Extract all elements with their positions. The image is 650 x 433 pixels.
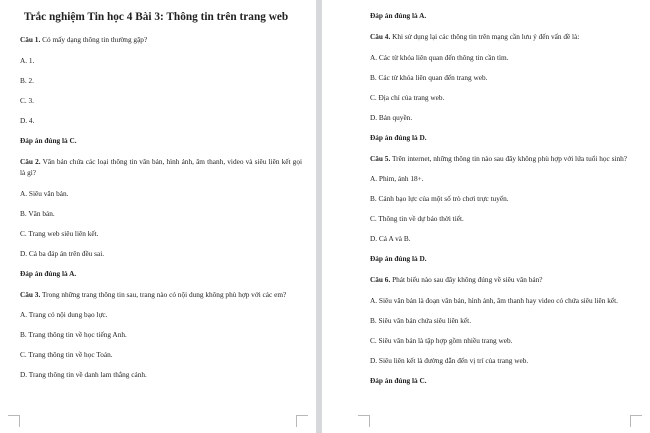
answer-option: A. Các từ khóa liên quan đến thông tin cần tìm. — [370, 52, 509, 62]
answer-key: Đáp án đúng là C. — [20, 135, 77, 145]
answer-option: A. Siêu văn bản. — [20, 188, 69, 198]
document-title: Trắc nghiệm Tin học 4 Bài 3: Thông tin trên trang web — [23, 11, 289, 23]
answer-option: C. 3. — [20, 95, 34, 105]
answer-option: C. Siêu văn bản là tập hợp gồm nhiều trang web. — [370, 335, 513, 345]
right-page-body — [370, 11, 638, 385]
question-text — [20, 156, 302, 179]
question-number: Câu 6. — [370, 275, 391, 284]
answer-option: D. Trang thông tin về danh lam thắng cảnh. — [20, 370, 147, 379]
question-body: Có mấy dạng thông tin thường gặp? — [40, 35, 148, 44]
answer-option: C. Thông tin về dự báo thời tiết. — [370, 214, 464, 223]
answer-option: B. Siêu văn bản chứa siêu liên kết. — [370, 315, 472, 325]
crop-mark — [296, 415, 308, 427]
answer-option: C. Trang thông tin về học Toán. — [20, 350, 113, 359]
question-number: Câu 3. — [20, 289, 41, 299]
question-number: Câu 5. — [370, 153, 391, 163]
document-page-right — [322, 0, 650, 433]
answer-key: Đáp án đúng là C. — [370, 375, 427, 385]
question-body: Trong những trang thông tin sau, trang nào có nội dung không phù hợp với các em? — [40, 289, 287, 299]
crop-mark — [358, 415, 370, 427]
answer-option: B. 2. — [20, 75, 34, 85]
question-number: Câu 2. — [20, 156, 41, 166]
answer-option: A. Siêu văn bản là đoạn văn bản, hình ảnh, âm thanh hay video có chứa siêu liên kết. — [370, 295, 618, 305]
answer-option: C. Trang web siêu liên kết. — [20, 228, 99, 238]
question-text — [370, 31, 638, 43]
question-number: Câu 4. — [370, 32, 391, 41]
answer-key: Đáp án đúng là A. — [20, 268, 77, 278]
question-text — [370, 153, 638, 165]
answer-option: D. Siêu liên kết là đường dẫn đến vị trí của trang web. — [370, 355, 529, 365]
question-body: Văn bản chứa các loại thông tin văn bản, hình ảnh, âm thanh, video và siêu liên kết gọi là gì? — [20, 156, 302, 177]
answer-option: B. Các từ khóa liên quan đến trang web. — [370, 72, 488, 82]
answer-option: C. Địa chỉ của trang web. — [370, 92, 445, 102]
question-body: Phát biểu nào sau đây không đúng về siêu văn bản? — [390, 275, 543, 284]
answer-option: A. Trang có nội dung bạo lực. — [20, 310, 108, 319]
answer-option: D. Cả A và B. — [370, 234, 411, 243]
answer-option: A. 1. — [20, 55, 35, 65]
answer-key: Đáp án đúng là D. — [370, 132, 427, 142]
answer-option: B. Cảnh bạo lực của một số trò chơi trực tuyến. — [370, 194, 509, 203]
answer-option: D. 4. — [20, 115, 35, 125]
question-text — [20, 289, 302, 301]
question-number: Câu 1. — [20, 35, 41, 44]
crop-mark — [8, 415, 20, 427]
answer-option: B. Văn bản. — [20, 208, 55, 218]
question-text — [370, 274, 638, 286]
left-page-body — [20, 34, 302, 379]
answer-option: D. Bản quyền. — [370, 112, 413, 122]
answer-key: Đáp án đúng là D. — [370, 254, 427, 263]
answer-option: A. Phim, ảnh 18+. — [370, 174, 424, 183]
document-page-left — [0, 0, 316, 433]
question-text — [20, 34, 302, 46]
answer-option: D. Cả ba đáp án trên đều sai. — [20, 248, 105, 258]
answer-key: Đáp án đúng là A. — [370, 11, 427, 20]
crop-mark — [630, 415, 642, 427]
question-body: Khi sử dụng lại các thông tin trên mạng cần lưu ý đến vấn đề là: — [390, 32, 580, 41]
answer-option: B. Trang thông tin về học tiếng Anh. — [20, 330, 127, 339]
question-body: Trên internet, những thông tin nào sau đây không phù hợp với lứa tuổi học sinh? — [390, 153, 628, 163]
